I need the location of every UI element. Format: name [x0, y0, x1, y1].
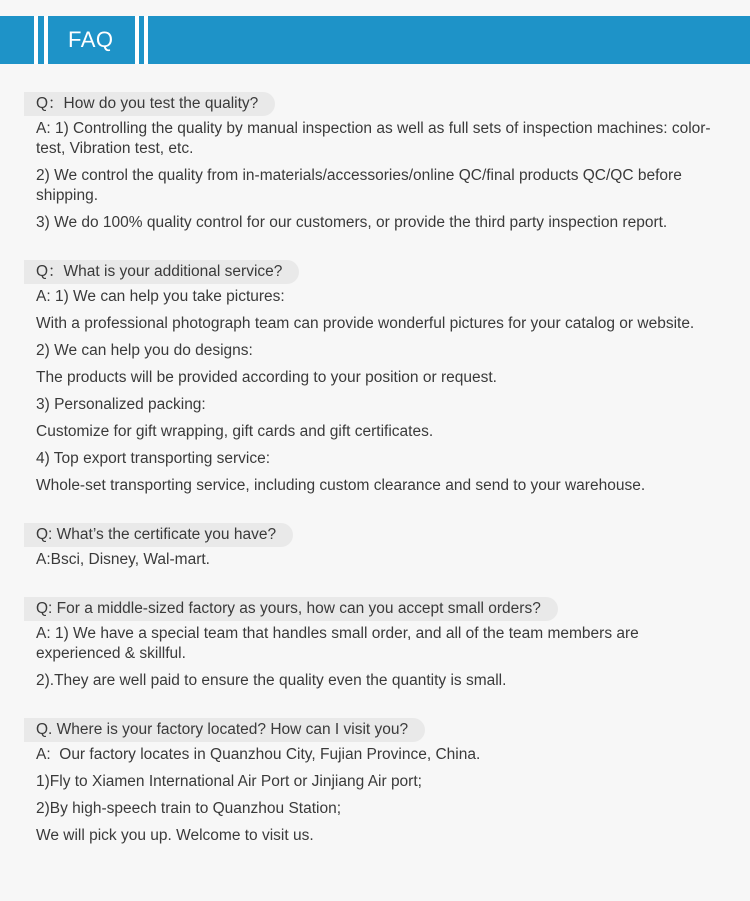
- banner-stripe: [144, 16, 148, 64]
- faq-list: [24, 92, 724, 873]
- faq-answer-line: A: Our factory locates in Quanzhou City, Fujian Province, China.: [36, 746, 481, 763]
- banner-stripe: [34, 16, 38, 64]
- faq-answer-line: 2) We can help you do designs:: [36, 342, 253, 359]
- faq-answer-line: A: 1) We have a special team that handles small order, and all of the team members are experienced & skillful.: [36, 625, 644, 662]
- faq-answer-line: We will pick you up. Welcome to visit us.: [36, 827, 314, 844]
- faq-answer-line: 2) We control the quality from in-materials/accessories/online QC/final products QC/QC before shipping.: [36, 167, 687, 204]
- faq-answer-line: 4) Top export transporting service:: [36, 450, 271, 467]
- faq-answer-line: With a professional photograph team can provide wonderful pictures for your catalog or website.: [36, 315, 695, 332]
- faq-question: Q：How do you test the quality?: [24, 92, 275, 116]
- faq-answer-line: The products will be provided according to your position or request.: [36, 369, 497, 386]
- faq-answer-line: A: 1) Controlling the quality by manual inspection as well as full sets of inspection machines: color-test, Vibration test, etc.: [36, 120, 711, 157]
- faq-answer-line: 2).They are well paid to ensure the quality even the quantity is small.: [36, 672, 507, 689]
- faq-answer-line: 2)By high-speech train to Quanzhou Station;: [36, 800, 342, 817]
- faq-answer-line: 3) Personalized packing:: [36, 396, 206, 413]
- faq-question: Q: For a middle-sized factory as yours, how can you accept small orders?: [24, 597, 558, 621]
- faq-answer-line: A: 1) We can help you take pictures:: [36, 288, 285, 305]
- faq-answer-line: Whole-set transporting service, including custom clearance and send to your warehouse.: [36, 477, 646, 494]
- faq-answer-line: 1)Fly to Xiamen International Air Port or Jinjiang Air port;: [36, 773, 422, 790]
- faq-question: Q：What is your additional service?: [24, 260, 299, 284]
- faq-item: [24, 92, 724, 233]
- faq-answer-line: 3) We do 100% quality control for our customers, or provide the third party inspection report.: [36, 214, 668, 231]
- faq-question: Q. Where is your factory located? How can I visit you?: [24, 718, 425, 742]
- faq-item: [24, 718, 724, 846]
- page-title: FAQ: [68, 27, 114, 52]
- faq-item: [24, 597, 724, 691]
- faq-item: [24, 523, 724, 570]
- faq-answer-line: A:Bsci, Disney, Wal-mart.: [36, 551, 210, 568]
- faq-banner: [0, 16, 750, 64]
- banner-stripe: [135, 16, 139, 64]
- faq-item: [24, 260, 724, 496]
- faq-answer-line: Customize for gift wrapping, gift cards and gift certificates.: [36, 423, 434, 440]
- faq-question: Q: What’s the certificate you have?: [24, 523, 293, 547]
- banner-stripe: [44, 16, 48, 64]
